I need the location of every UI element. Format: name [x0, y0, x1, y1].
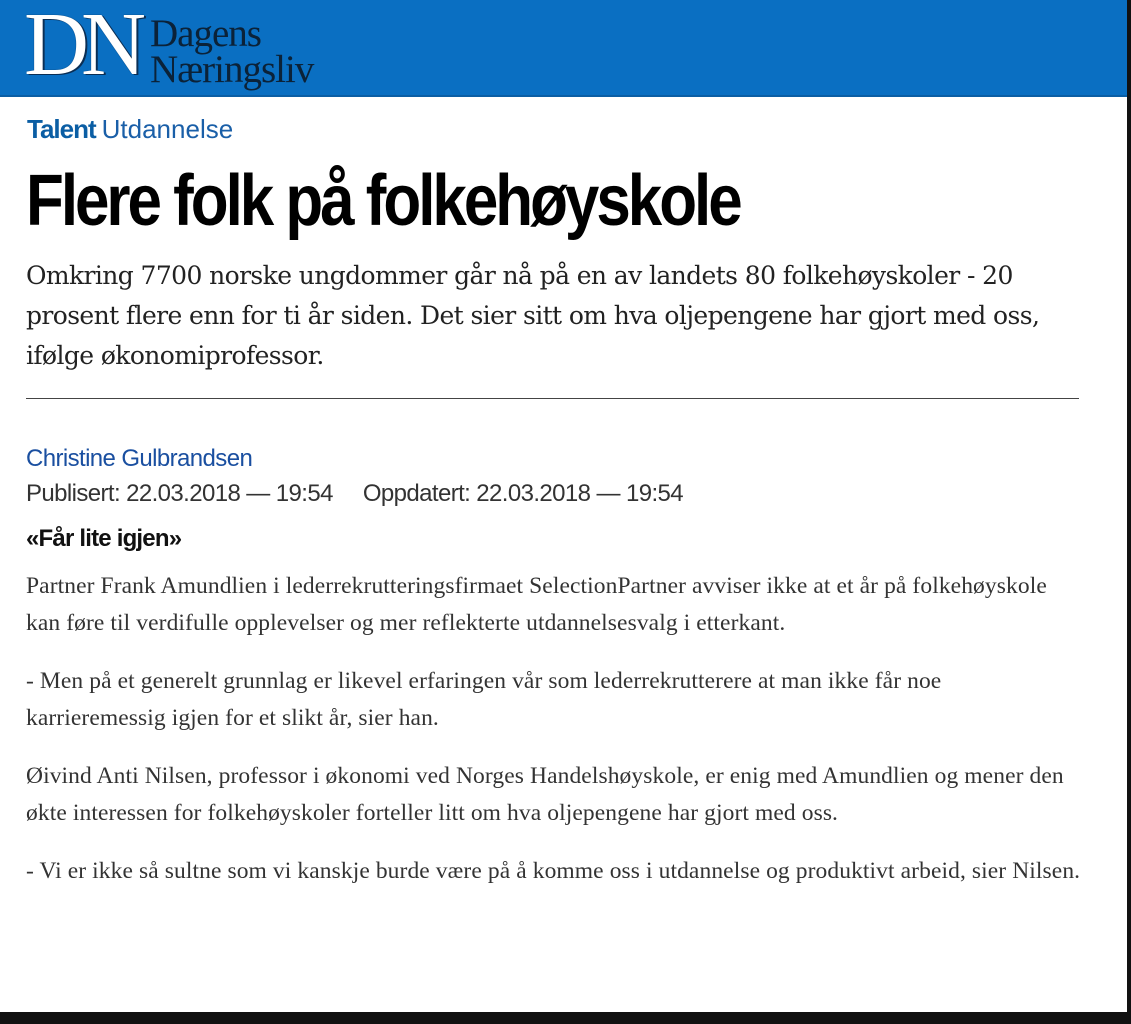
published-date: Publisert: 22.03.2018 — 19:54 [26, 480, 333, 507]
author-link[interactable]: Christine Gulbrandsen [26, 445, 253, 472]
article-title: Flere folk på folkehøyskole [26, 161, 740, 241]
logo-wordmark-line1: Dagens [150, 12, 261, 55]
site-header [0, 0, 1131, 97]
divider [26, 398, 1079, 399]
section-link-talent[interactable]: Talent [27, 114, 96, 144]
logo-mark: DN [24, 0, 138, 94]
body-paragraph: Øivind Anti Nilsen, professor i økonomi ved Norges Handelshøyskole, er enig med Amundlien og mener den økte interessen for folkehøyskoler forteller litt om hva oljepengene har gjort med oss. [26, 763, 1064, 826]
section-link-utdannelse[interactable]: Utdannelse [101, 114, 234, 144]
body-paragraph: Partner Frank Amundlien i lederrekrutteringsfirmaet SelectionPartner avviser ikke at et år på folkehøyskole kan føre til verdifulle opplevelser og mer reflekterte utdannelsesvalg i etterkant. [26, 573, 1047, 636]
article-dates [26, 478, 683, 510]
article-lead: Omkring 7700 norske ungdommer går nå på en av landets 80 folkehøyskoler - 20 prosent flere enn for ti år siden. Det sier sitt om hva oljepengene har gjort med oss, ifølge økonomiprofessor. [26, 261, 1040, 370]
body-paragraph: - Vi er ikke så sultne som vi kanskje burde være på å komme oss i utdannelse og produktivt arbeid, sier Nilsen. [26, 858, 1081, 884]
updated-date: Oppdatert: 22.03.2018 — 19:54 [362, 480, 684, 507]
logo-wordmark-line2: Næringsliv [150, 48, 314, 91]
section-breadcrumb [27, 113, 233, 145]
body-paragraph: - Men på et generelt grunnlag er likevel erfaringen vår som lederrekrutterere at man ikke får noe karrieremessig igjen for et slikt år, sier han. [26, 668, 942, 731]
article-body [26, 568, 1086, 911]
dn-logo[interactable] [24, 0, 354, 94]
bottom-edge [0, 1012, 1131, 1024]
article-subheading: «Får lite igjen» [26, 525, 182, 552]
